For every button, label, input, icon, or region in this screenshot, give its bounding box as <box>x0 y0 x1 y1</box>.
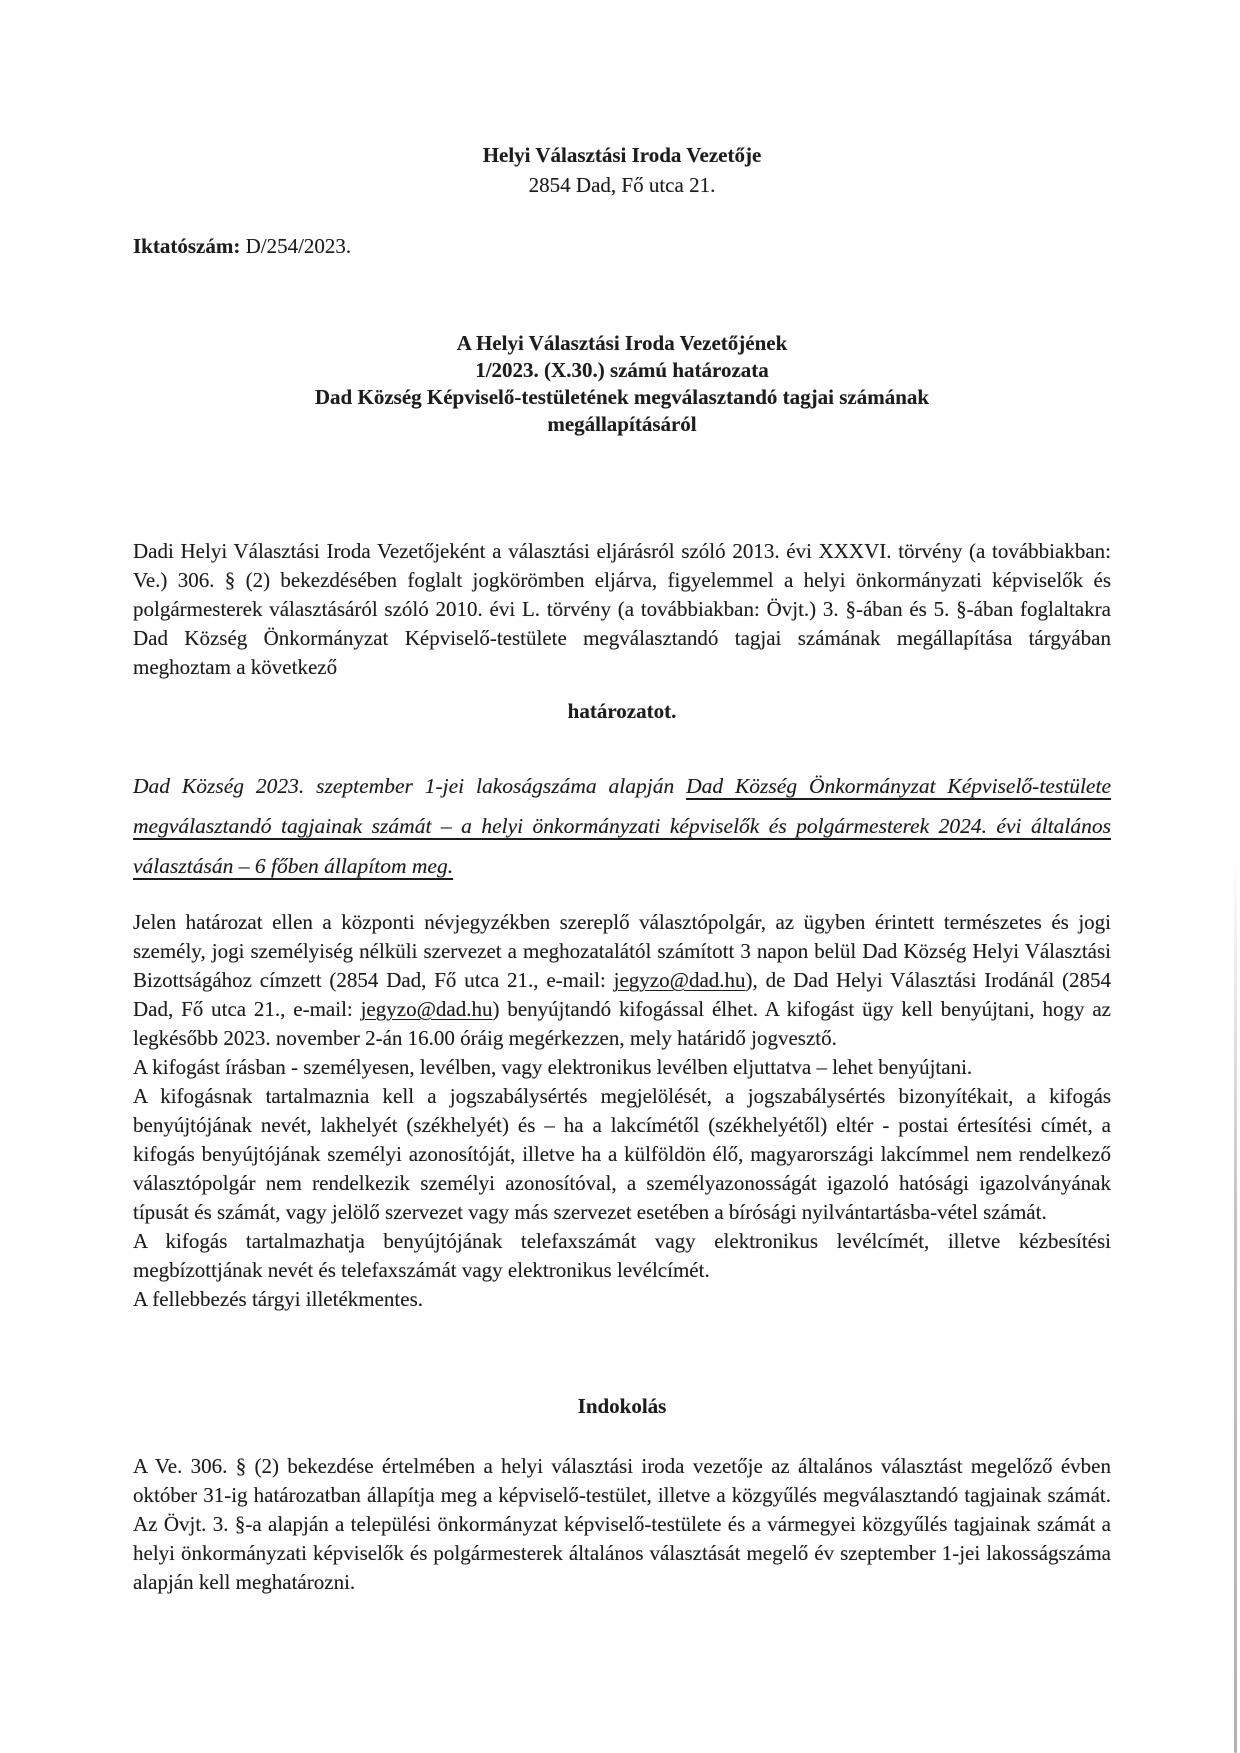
email-address-2: jegyzo@dad.hu <box>360 996 493 1021</box>
document-content <box>0 140 1240 1597</box>
issuing-office-address: 2854 Dad, Fő utca 21. <box>528 173 716 197</box>
preamble-paragraph: Dadi Helyi Választási Iroda Vezetőjeként a választási eljárásról szóló 2013. évi XXXVI. törvény (a továbbiakban: Ve.) 306. § (2) bekezdésében foglalt jogkörömben eljárva, figyelemmel a helyi önkormányzati képviselők és polgármesterek választásáról szóló 2010. évi L. törvény (a továbbiakban: Övjt.) 3. §-ában és 5. §-ában foglaltakra Dad Község Önkormányzat Képviselő-testülete megválasztandó tagjai számának megállapítása tárgyában meghoztam a következő <box>133 539 1111 679</box>
decision-underlined-text: Dad Község Önkormányzat Képviselő-testülete megválasztandó tagjainak számát – a helyi önkormányzati képviselők és polgármesterek 2024. évi általános választásán – 6 főben állapítom meg. <box>133 774 1111 878</box>
justification-heading: Indokolás <box>577 1393 667 1418</box>
title-line-1: A Helyi Választási Iroda Vezetőjének <box>456 331 788 355</box>
issuing-office-name: Helyi Választási Iroda Vezetője <box>482 143 762 167</box>
decision-paragraph <box>133 766 1111 886</box>
letterhead <box>133 140 1111 200</box>
email-address-1: jegyzo@dad.hu <box>613 967 746 992</box>
appeal-paragraph-2: A kifogást írásban - személyesen, levélben, vagy elektronikus levélben eljuttatva – lehet benyújtani. <box>133 1054 973 1079</box>
appeal-paragraph-1 <box>133 908 1111 1053</box>
case-number-line <box>133 233 1111 260</box>
scan-edge-artifact <box>1234 860 1237 1753</box>
title-line-2: 1/2023. (X.30.) számú határozata <box>475 358 769 382</box>
appeal-text-a: Jelen határozat ellen a központi névjegyzékben szereplő választópolgár, az ügyben érintett természetes és jogi személy, jogi személyiség nélküli szervezet a meghozatalától számított 3 napon belül Dad Község Helyi Választási Bizottságához címzett (2854 Dad, Fő utca 21., e-mail: <box>133 909 1111 992</box>
title-line-3: Dad Község Képviselő-testületének megválasztandó tagjai számának <box>314 385 930 409</box>
case-number-value: D/254/2023. <box>245 234 352 258</box>
case-number-label: Iktatószám: <box>133 234 241 258</box>
decision-plain-text: Dad Község 2023. szeptember 1-jei lakoságszáma alapján <box>133 774 687 798</box>
title-line-4: megállapításáról <box>547 412 697 436</box>
decision-word: határozatot. <box>567 699 677 723</box>
justification-paragraph: A Ve. 306. § (2) bekezdése értelmében a helyi választási iroda vezetője az általános választást megelőző évben október 31-ig határozatban állapítja meg a képviselő-testület, illetve a közgyűlés megválasztandó tagjainak számát. Az Övjt. 3. §-a alapján a települési önkormányzat képviselő-testülete és a vármegyei közgyűlés tagjainak számát a helyi önkormányzati képviselők és polgármesterek általános választását megelő év szeptember 1-jei lakosságszáma alapján kell meghatározni. <box>133 1453 1111 1594</box>
appeal-text-b: ), de Dad Helyi Választási Irodánál (2854 Dad, Fő utca 21., e-mail: <box>133 967 1111 1021</box>
appeal-text-c: ) benyújtandó kifogással élhet. A kifogást ügy kell benyújtani, hogy az legkésőbb 2023. november 2-án 16.00 óráig megérkezzen, mely határidő jogvesztő. <box>133 996 1111 1050</box>
appeal-paragraph-3: A kifogásnak tartalmaznia kell a jogszabálysértés megjelölését, a jogszabálysértés bizonyítékait, a kifogás benyújtójának nevét, lakhelyét (székhelyét) és – ha a lakcímétől (székhelyétől) eltér - postai értesítési címét, a kifogás benyújtójának személyi azonosítóját, illetve ha a külföldön élő, magyarországi lakcímmel nem rendelkező választópolgár nem rendelkezik személyi azonosítóval, a személyazonosságát igazoló hatósági igazolványának típusát és számát, vagy jelölő szervezet vagy más szervezet esetében a bírósági nyilvántartásba-vétel számát. <box>133 1083 1111 1224</box>
appeal-paragraph-4: A kifogás tartalmazhatja benyújtójának telefaxszámát vagy elektronikus levélcímét, illetve kézbesítési megbízottjának nevét és telefaxszámát vagy elektronikus levélcímét. <box>133 1228 1111 1282</box>
appeal-paragraph-5: A fellebbezés tárgyi illetékmentes. <box>133 1286 424 1311</box>
document-title <box>133 330 1111 438</box>
appeal-instructions <box>133 908 1111 1314</box>
